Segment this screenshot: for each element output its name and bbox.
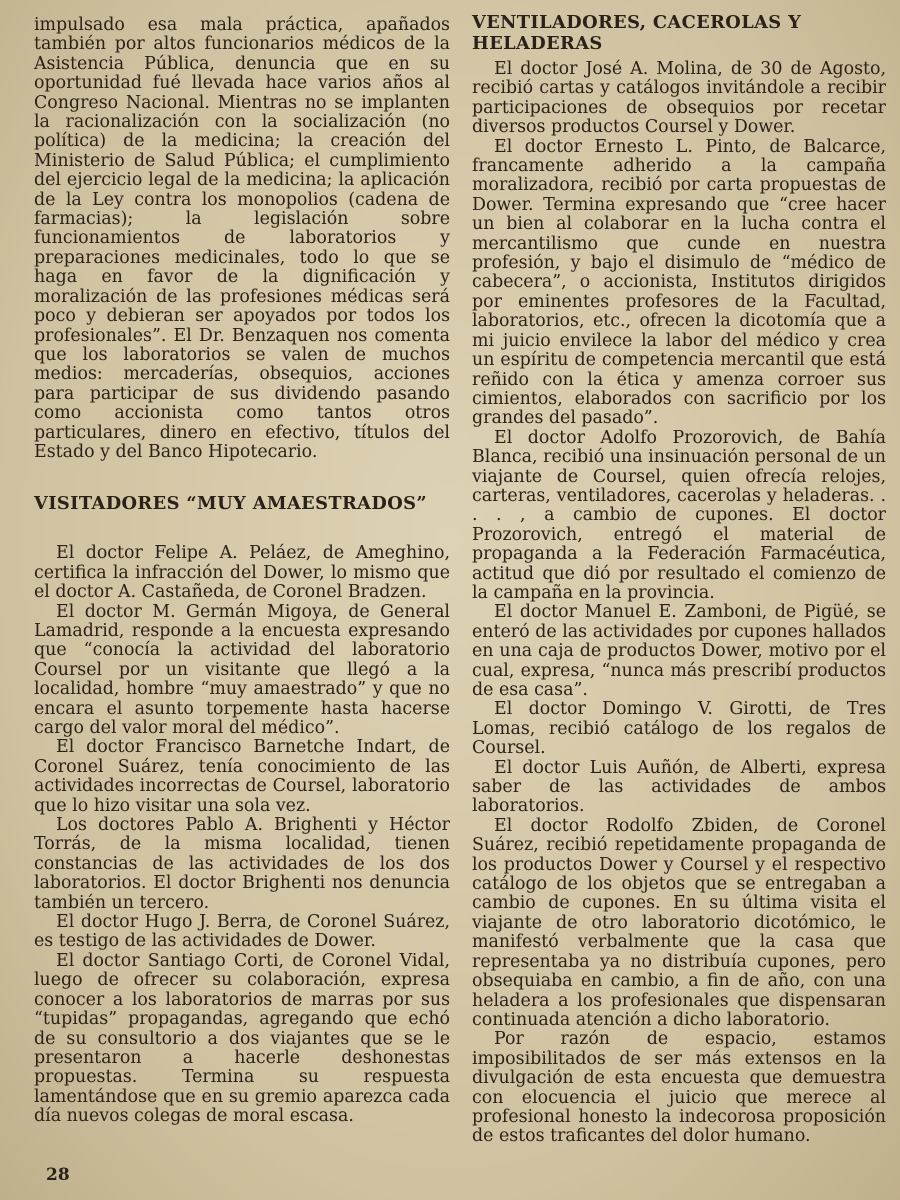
paragraph: El doctor Ernesto L. Pinto, de Balcarce, francamente adherido a la campaña moralizadora, recibió por carta propuestas de Dower. Termina expresando que “cree hacer un bien al colaborar en la lucha contra el mercantilismo que cunde en nuestra profesión, y bajo el disimulo de “médico de cabecera”, o accionista, Institutos dirigidos por eminentes profesores de la Facultad, laboratorios, etc., ofrecen la dicotomía que a mi juicio envilece la labor del médico y crea un espíritu de competencia mercantil que está reñido con la ética y amenza corroer sus cimientos, elaborados con sacrificio por los grandes del pasado”. [472,136,886,429]
paragraph: El doctor Hugo J. Berra, de Coronel Suárez, es testigo de las actividades de Dower. [34,912,450,952]
paragraph: El doctor M. Germán Migoya, de General Lamadrid, responde a la encuesta expresando que “conocía la actividad del laboratorio Coursel por un visitante que llegó a la localidad, hombre “muy amaestrado” y que no encara el asunto torpemente hasta hacerse cargo del valor moral del médico”. [34,601,450,738]
continued-paragraph: impulsado esa mala práctica, apañados también por altos funcionarios médicos de la Asistencia Pública, denuncia que en su oportunidad fué llevada hace varios años al Congreso Nacional. Mientras no se implanten la racionalización con la socialización (no política) de la medicina; la creación del Ministerio de Salud Pública; el cumplimiento del ejercicio legal de la medicina; la aplicación de la Ley contra los monopolios (cadena de farmacias); la legislación sobre funcionamientos de laboratorios y preparaciones medicinales, todo lo que se haga en favor de la dignificación y moralización de las profesiones médicas será poco y debieran ser apoyados por todos los profesionales”. El Dr. Benzaquen nos comenta que los laboratorios se valen de muchos medios: mercaderías, obsequios, acciones para participar de sus dividendo pasando como accionista como tantos otros particulares, dinero en efectivo, títulos del Estado y del Banco Hipotecario. [34,15,450,462]
paragraph: Por razón de espacio, estamos imposibilitados de ser más extensos en la divulgación de esta encuesta que demuestra con elocuencia el juicio que merece al profesional honesto la indecorosa proposición de estos traficantes del dolor humano. [472,1029,886,1147]
left-column [34,16,450,1127]
paragraph: El doctor Rodolfo Zbiden, de Coronel Suárez, recibió repetidamente propaganda de los productos Dower y Coursel y el respectivo catálogo de los objetos que se entregaban a cambio de cupones. En su última visita el viajante de otro laboratorio dicotómico, le manifestó verbalmente que la casa que representaba ya no distribuía cupones, pero obsequiaba en cambio, a fin de año, con una heladera a los profesionales que dispensaran continuada atención a dicho laboratorio. [472,815,886,1030]
right-column [472,12,886,1147]
paragraph: El doctor José A. Molina, de 30 de Agosto, recibió cartas y catálogos invitándole a recibir participaciones de obsequios por recetar diversos productos Coursel y Dower. [472,59,886,138]
section-heading-ventiladores: VENTILADORES, CACEROLAS Y HELADERAS [472,12,802,54]
paragraph: Los doctores Pablo A. Brighenti y Héctor Torrás, de la misma localidad, tienen constancias de las actividades de los dos laboratorios. El doctor Brighenti nos denuncia también un tercero. [34,815,450,913]
paragraph: El doctor Adolfo Prozorovich, de Bahía Blanca, recibió una insinuación personal de un viajante de Coursel, quien ofrecía relojes, carteras, ventiladores, cacerolas y heladeras. . . . , a cambio de cupones. El doctor Prozorovich, entregó el material de propaganda a la Federación Farmacéutica, actitud que dió por resultado el comienzo de la campaña en la provincia. [472,427,886,603]
paragraph: El doctor Domingo V. Girotti, de Tres Lomas, recibió catálogo de los regalos de Coursel. [472,699,886,759]
paragraph: El doctor Francisco Barnetche Indart, de Coronel Suárez, tenía conocimiento de las actividades incorrectas de Coursel, laboratorio que lo hizo visitar una sola vez. [34,737,450,816]
paragraph: El doctor Santiago Corti, de Coronel Vidal, luego de ofrecer su colaboración, expresa conocer a los laboratorios de marras por sus “tupidas” propagandas, agregando que echó de su consultorio a dos viajantes que se le presentaron a hacerle deshonestas propuestas. Termina su respuesta lamentándose que en su gremio aparezca cada día nuevos colegas de moral escasa. [34,950,450,1127]
section-heading-visitadores: VISITADORES “MUY AMAESTRADOS” [34,493,427,515]
paragraph: El doctor Felipe A. Peláez, de Ameghino, certifica la infracción del Dower, lo mismo que el doctor A. Castañeda, de Coronel Bradzen. [34,543,450,603]
paragraph: El doctor Luis Auñón, de Alberti, expresa saber de las actividades de ambos laboratorios. [472,757,886,817]
page-number: 28 [46,1165,70,1185]
paragraph: El doctor Manuel E. Zamboni, de Pigüé, se enteró de las actividades por cupones hallados en una caja de productos Dower, motivo por el cual, expresa, “nunca más prescribí productos de esa casa”. [472,602,886,700]
